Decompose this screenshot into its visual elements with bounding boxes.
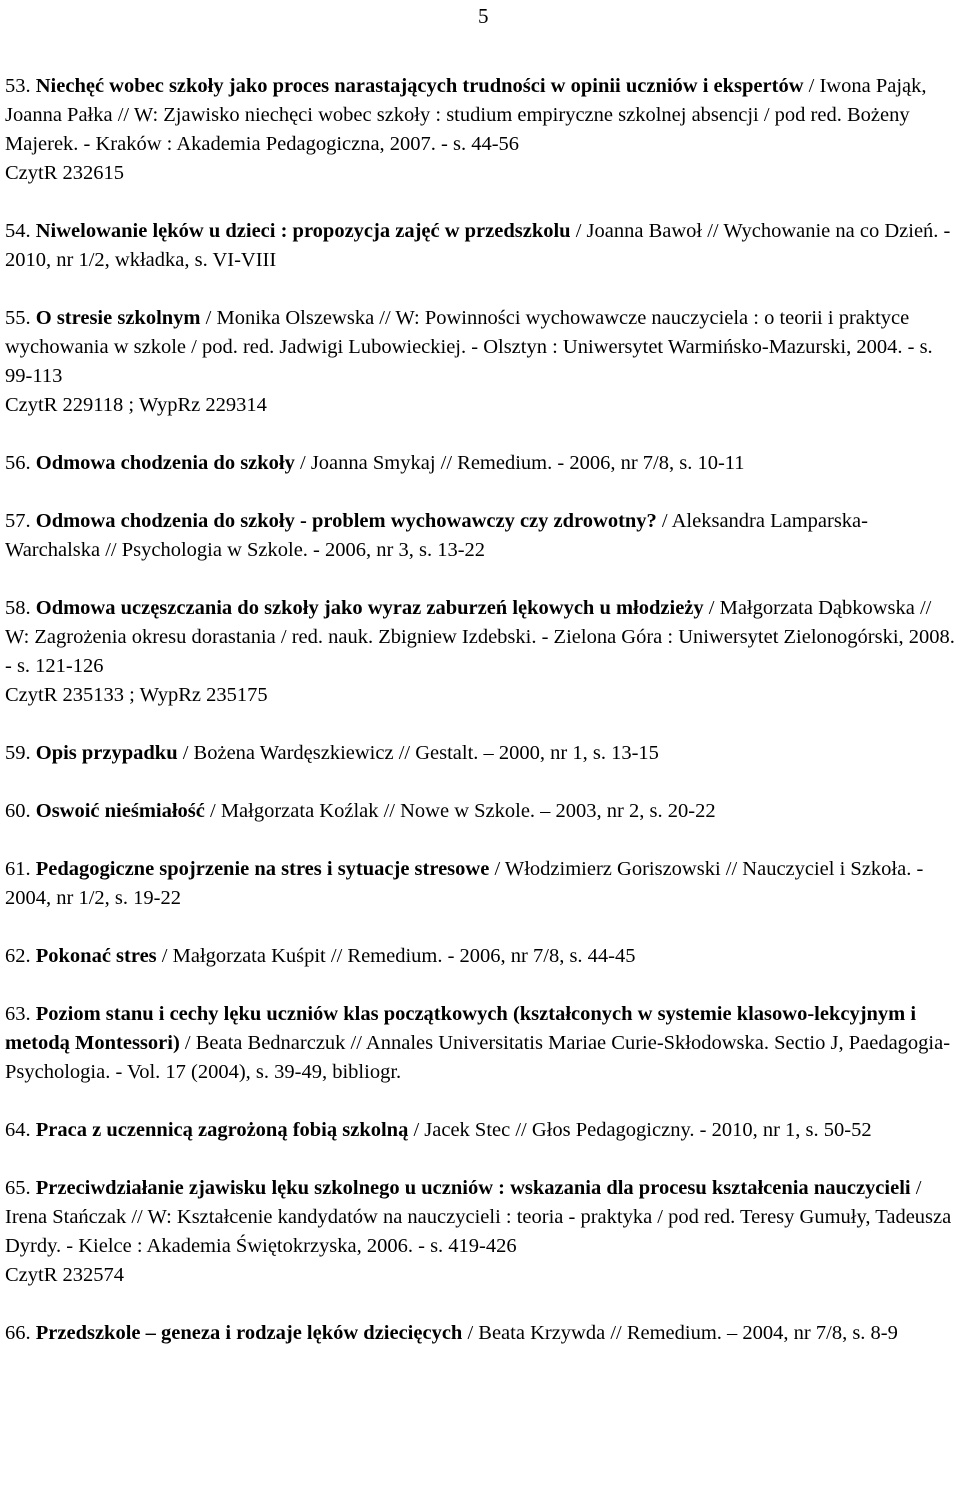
entry-details: / Jacek Stec // Głos Pedagogiczny. - 2010, nr 1, s. 50-52 xyxy=(408,1119,872,1141)
entry-details: / Małgorzata Dąbkowska // W: Zagrożenia okresu dorastania / red. nauk. Zbigniew Izdebski. - Zielona Góra : Uniwersytet Zielonogórski, 2008. - s. 121-126 xyxy=(5,597,955,677)
entry-number: 58. xyxy=(5,597,31,619)
bibliography-entry xyxy=(5,1000,955,1087)
entry-details: / Małgorzata Koźlak // Nowe w Szkole. – 2003, nr 2, s. 20-22 xyxy=(204,800,716,822)
entry-details: / Beata Krzywda // Remedium. – 2004, nr 7/8, s. 8-9 xyxy=(462,1322,898,1344)
bibliography-list xyxy=(5,72,955,1377)
entry-number: 53. xyxy=(5,75,31,97)
entry-number: 59. xyxy=(5,742,31,764)
bibliography-entry xyxy=(5,855,955,913)
entry-title: Pedagogiczne spojrzenie na stres i sytuacje stresowe xyxy=(35,858,490,880)
entry-details: / Joanna Smykaj // Remedium. - 2006, nr 7/8, s. 10-11 xyxy=(294,452,745,474)
entry-title: Opis przypadku xyxy=(35,742,178,764)
entry-call-number: CzytR 235133 ; WypRz 235175 xyxy=(5,684,268,706)
entry-title: Oswoić nieśmiałość xyxy=(35,800,205,822)
bibliography-entry xyxy=(5,1116,955,1145)
entry-number: 60. xyxy=(5,800,31,822)
entry-title: Niechęć wobec szkoły jako proces narastających trudności w opinii uczniów i ekspertów xyxy=(35,75,804,97)
entry-call-number: CzytR 229118 ; WypRz 229314 xyxy=(5,394,267,416)
bibliography-entry xyxy=(5,797,955,826)
entry-title: Odmowa uczęszczania do szkoły jako wyraz zaburzeń lękowych u młodzieży xyxy=(35,597,704,619)
entry-number: 57. xyxy=(5,510,31,532)
entry-title: Praca z uczennicą zagrożoną fobią szkolną xyxy=(35,1119,409,1141)
bibliography-entry xyxy=(5,1174,955,1290)
entry-title: Przeciwdziałanie zjawisku lęku szkolnego u uczniów : wskazania dla procesu kształcenia nauczycieli xyxy=(35,1177,911,1199)
entry-details: / Bożena Wardęszkiewicz // Gestalt. – 2000, nr 1, s. 13-15 xyxy=(177,742,659,764)
bibliography-entry xyxy=(5,942,955,971)
entry-number: 64. xyxy=(5,1119,31,1141)
entry-number: 61. xyxy=(5,858,31,880)
entry-details: / Joanna Bawoł // Wychowanie na co Dzień. - 2010, nr 1/2, wkładka, s. VI-VIII xyxy=(5,220,951,271)
bibliography-entry xyxy=(5,449,955,478)
entry-title: Niwelowanie lęków u dzieci : propozycja zajęć w przedszkolu xyxy=(35,220,571,242)
entry-number: 65. xyxy=(5,1177,31,1199)
entry-title: O stresie szkolnym xyxy=(35,307,201,329)
entry-number: 54. xyxy=(5,220,31,242)
entry-details: / Beata Bednarczuk // Annales Universitatis Mariae Curie-Skłodowska. Sectio J, Paedagogia-Psychologia. - Vol. 17 (2004), s. 39-49, bibliogr. xyxy=(5,1032,951,1083)
bibliography-entry xyxy=(5,594,955,710)
entry-call-number: CzytR 232615 xyxy=(5,162,125,184)
page-number: 5 xyxy=(478,4,489,28)
entry-call-number: CzytR 232574 xyxy=(5,1264,125,1286)
entry-details: / Małgorzata Kuśpit // Remedium. - 2006, nr 7/8, s. 44-45 xyxy=(156,945,636,967)
entry-title: Poziom stanu i cechy lęku uczniów klas początkowych (kształconych w systemie klasowo-lekcyjnym i metodą Montessori) xyxy=(5,1003,917,1054)
entry-details: / Monika Olszewska // W: Powinności wychowawcze nauczyciela : o teorii i praktyce wychowania w szkole / pod. red. Jadwigi Lubowieckiej. - Olsztyn : Uniwersytet Warmińsko-Mazurski, 2004. - s. 99-113 xyxy=(5,307,933,387)
entry-title: Przedszkole – geneza i rodzaje lęków dziecięcych xyxy=(35,1322,463,1344)
bibliography-entry xyxy=(5,507,955,565)
entry-details: / Irena Stańczak // W: Kształcenie kandydatów na nauczycieli : teoria - praktyka / pod red. Teresy Gumuły, Tadeusza Dyrdy. - Kielce : Akademia Świętokrzyska, 2006. - s. 419-426 xyxy=(5,1177,952,1257)
bibliography-entry xyxy=(5,1319,955,1348)
entry-title: Odmowa chodzenia do szkoły xyxy=(35,452,295,474)
entry-number: 62. xyxy=(5,945,31,967)
bibliography-entry xyxy=(5,739,955,768)
entry-title: Pokonać stres xyxy=(35,945,157,967)
bibliography-entry xyxy=(5,217,955,275)
entry-number: 56. xyxy=(5,452,31,474)
bibliography-entry xyxy=(5,72,955,188)
entry-title: Odmowa chodzenia do szkoły - problem wychowawczy czy zdrowotny? xyxy=(35,510,657,532)
entry-details: / Aleksandra Lamparska-Warchalska // Psychologia w Szkole. - 2006, nr 3, s. 13-22 xyxy=(5,510,868,561)
entry-details: / Iwona Pająk, Joanna Pałka // W: Zjawisko niechęci wobec szkoły : studium empiryczne szkolnej absencji / pod red. Bożeny Majerek. - Kraków : Akademia Pedagogiczna, 2007. - s. 44-56 xyxy=(5,75,927,155)
entry-number: 63. xyxy=(5,1003,31,1025)
entry-number: 55. xyxy=(5,307,31,329)
entry-details: / Włodzimierz Goriszowski // Nauczyciel i Szkoła. - 2004, nr 1/2, s. 19-22 xyxy=(5,858,924,909)
bibliography-entry xyxy=(5,304,955,420)
entry-number: 66. xyxy=(5,1322,31,1344)
